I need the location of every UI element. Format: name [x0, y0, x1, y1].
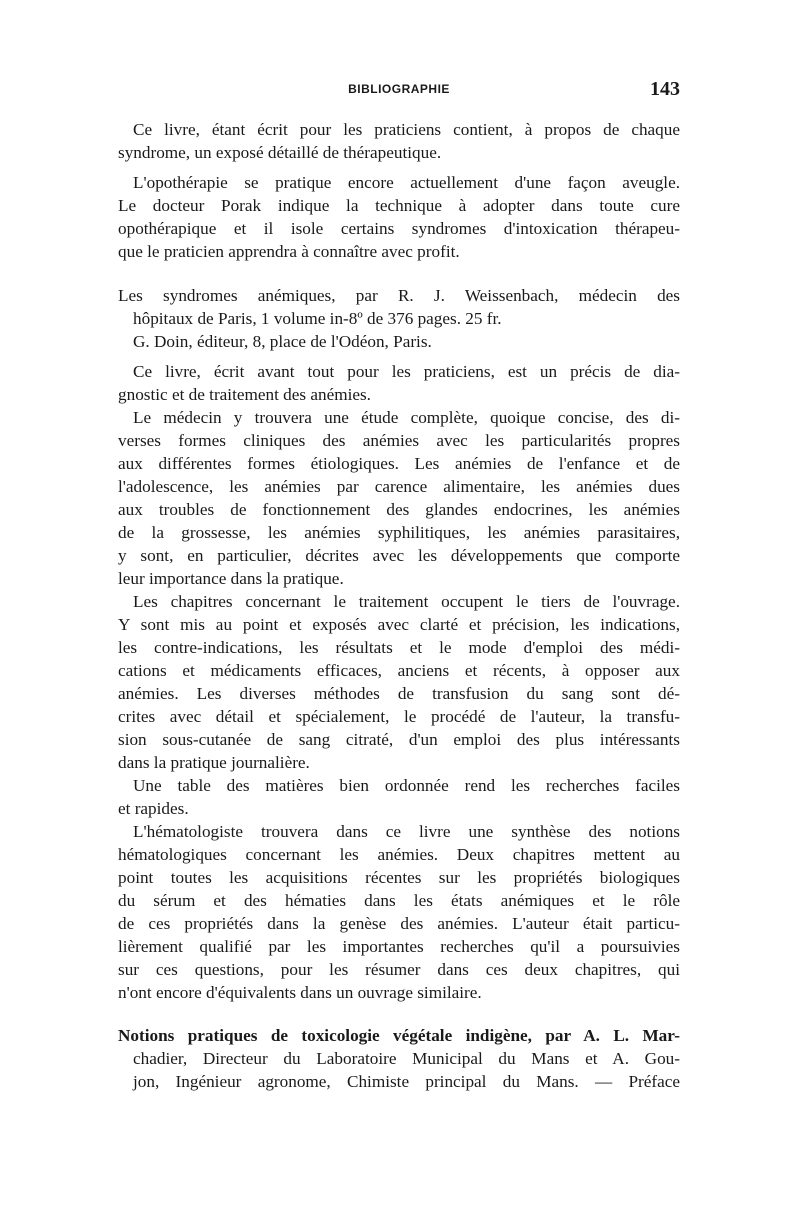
text-line: de ces propriétés dans la genèse des anémies. L'auteur était particu-	[118, 914, 680, 933]
text-line: crites avec détail et spécialement, le procédé de l'auteur, la transfu-	[118, 707, 680, 726]
text-line: Ce livre, étant écrit pour les praticiens contient, à propos de chaque	[133, 120, 680, 139]
text-line: Y sont mis au point et exposés avec clarté et précision, les indications,	[118, 615, 680, 634]
text-line: dans la pratique journalière.	[118, 753, 310, 772]
text-line: Le docteur Porak indique la technique à adopter dans toute cure	[118, 196, 680, 215]
text-line: L'opothérapie se pratique encore actuellement d'une façon aveugle.	[133, 173, 680, 192]
book-entry-details: jon, Ingénieur agronome, Chimiste principal du Mans. — Préface	[133, 1072, 680, 1091]
text-line: gnostic et de traitement des anémies.	[118, 385, 371, 404]
text-line: Une table des matières bien ordonnée rend les recherches faciles	[133, 776, 680, 795]
text-line: lièrement qualifié par les importantes recherches qu'il a poursuivies	[118, 937, 680, 956]
text-line: l'adolescence, les anémies par carence alimentaire, les anémies dues	[118, 477, 680, 496]
text-line: sur ces questions, pour les résumer dans ces deux chapitres, qui	[118, 960, 680, 979]
book-entry-details: chadier, Directeur du Laboratoire Municipal du Mans et A. Gou-	[133, 1049, 680, 1068]
text-line: leur importance dans la pratique.	[118, 569, 344, 588]
text-line: syndrome, un exposé détaillé de thérapeutique.	[118, 143, 442, 162]
running-title: BIBLIOGRAPHIE	[348, 82, 450, 96]
text-line: de la grossesse, les anémies syphilitiques, les anémies parasitaires,	[118, 523, 680, 542]
text-line: point toutes les acquisitions récentes sur les propriétés biologiques	[118, 868, 680, 887]
text-line: aux troubles de fonctionnement des glandes endocrines, les anémies	[118, 500, 680, 519]
text-line: anémies. Les diverses méthodes de transfusion du sang sont dé-	[118, 684, 680, 703]
running-header	[118, 78, 680, 102]
text-line: les contre-indications, les résultats et le mode d'emploi des médi-	[118, 638, 680, 657]
book-entry-heading: Notions pratiques de toxicologie végétale indigène, par A. L. Mar-	[118, 1026, 680, 1045]
page-number: 143	[650, 78, 680, 100]
text-line: aux différentes formes étiologiques. Les anémies de l'enfance et de	[118, 454, 680, 473]
book-entry-details: hôpitaux de Paris, 1 volume in-8º de 376 pages. 25 fr.	[133, 309, 502, 328]
text-line: n'ont encore d'équivalents dans un ouvrage similaire.	[118, 983, 482, 1002]
book-entry-heading: Les syndromes anémiques, par R. J. Weissenbach, médecin des	[118, 286, 680, 305]
text-line: que le praticien apprendra à connaître avec profit.	[118, 242, 460, 261]
text-line: Ce livre, écrit avant tout pour les praticiens, est un précis de dia-	[133, 362, 680, 381]
text-line: sion sous-cutanée de sang citraté, d'un emploi des plus intéressants	[118, 730, 680, 749]
book-publisher: G. Doin, éditeur, 8, place de l'Odéon, Paris.	[133, 332, 432, 351]
text-line: verses formes cliniques des anémies avec les particularités propres	[118, 431, 680, 450]
text-line: du sérum et des hématies dans les états anémiques et le rôle	[118, 891, 680, 910]
text-line: Les chapitres concernant le traitement occupent le tiers de l'ouvrage.	[133, 592, 680, 611]
text-line: hématologiques concernant les anémies. Deux chapitres mettent au	[118, 845, 680, 864]
text-line: et rapides.	[118, 799, 189, 818]
text-line: L'hématologiste trouvera dans ce livre une synthèse des notions	[133, 822, 680, 841]
text-line: opothérapique et il isole certains syndromes d'intoxication thérapeu-	[118, 219, 680, 238]
text-line: y sont, en particulier, décrites avec les développements que comporte	[118, 546, 680, 565]
text-line: Le médecin y trouvera une étude complète, quoique concise, des di-	[133, 408, 680, 427]
text-line: cations et médicaments efficaces, anciens et récents, à opposer aux	[118, 661, 680, 680]
